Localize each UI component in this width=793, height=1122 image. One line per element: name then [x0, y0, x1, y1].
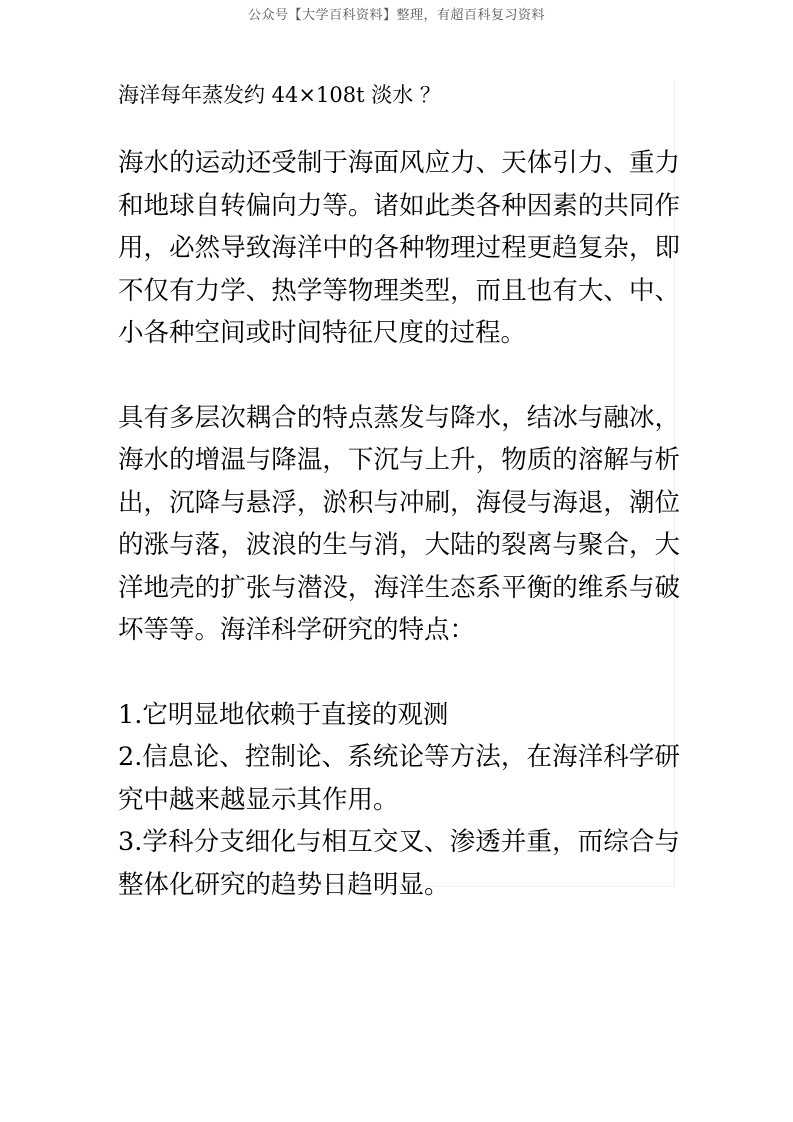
- paragraph-multilevel-coupling: 具有多层次耦合的特点蒸发与降水，结冰与融冰，海水的增温与降温，下沉与上升，物质的溶解与析出，沉降与悬浮，淤积与冲刷，海侵与海退，潮位的涨与落，波浪的生与消，大陆的裂离与聚合，大洋地壳的扩张与潜没，海洋生态系平衡的维系与破坏等等。海洋科学研究的特点：: [118, 402, 680, 645]
- document-body: [118, 78, 680, 906]
- list-item: 2.信息论、控制论、系统论等方法，在海洋科学研究中越来越显示其作用。: [118, 742, 680, 815]
- paragraph-ocean-motion: 海水的运动还受制于海面风应力、天体引力、重力和地球自转偏向力等。诸如此类各种因素的共同作用，必然导致海洋中的各种物理过程更趋复杂，即不仅有力学、热学等物理类型，而且也有大、中、小各种空间或时间特征尺度的过程。: [118, 148, 680, 348]
- header-watermark: 公众号【大学百科资料】整理，有超百科复习资料: [247, 8, 545, 23]
- paragraph-gap: [118, 355, 680, 397]
- document-title: 海洋每年蒸发约 44×108t 淡水 ？: [118, 83, 441, 107]
- features-list: [118, 694, 680, 907]
- list-item: 3.学科分支细化与相互交叉、渗透并重，而综合与整体化研究的趋势日趋明显。: [118, 827, 680, 900]
- list-item: 1.它明显地依赖于直接的观测: [118, 699, 449, 730]
- paragraph-gap: [118, 652, 680, 694]
